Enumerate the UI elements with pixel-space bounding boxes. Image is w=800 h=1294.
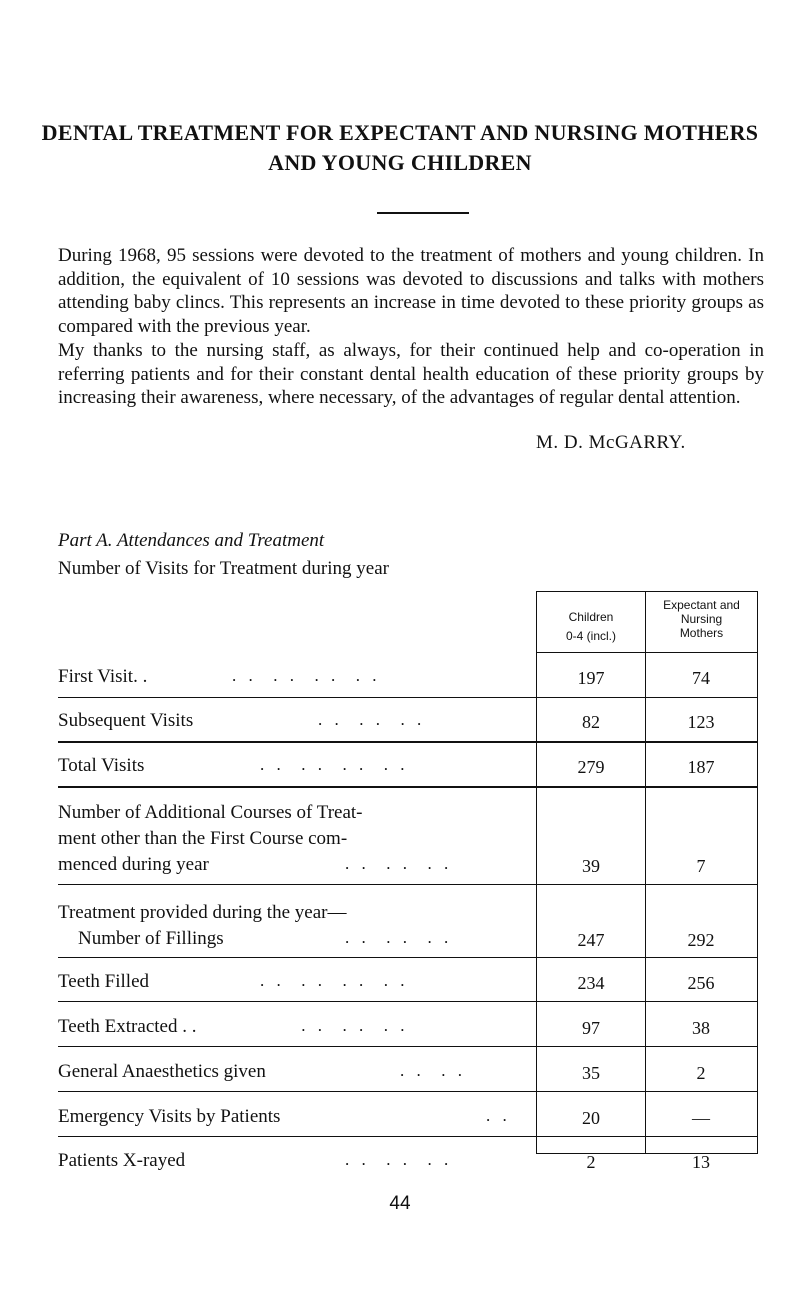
row-label: General Anaesthetics given (58, 1061, 266, 1082)
cell-children: 39 (582, 856, 600, 876)
cell-mothers: 256 (687, 973, 715, 993)
cell-children: 82 (582, 712, 600, 732)
table-top-rule (536, 591, 758, 592)
leader-dots: . . (486, 1106, 511, 1125)
row-label: Subsequent Visits (58, 710, 194, 731)
intro-paragraph: During 1968, 95 sessions were devoted to the treatment of mothers and young children. In addition, the equivalent of 10 sessions was devoted to discussions and talks with mothers attending baby clincs. This represents an increase in time devoted to these priority groups as compared with the previous year. (58, 245, 764, 337)
cell-children: 279 (577, 757, 605, 777)
leader-dots: . . . . . . (318, 710, 426, 729)
cell-children: 97 (582, 1018, 600, 1038)
row-label: Patients X-rayed (58, 1150, 186, 1171)
cell-mothers: 13 (692, 1152, 710, 1172)
leader-dots: . . . . . . (345, 854, 453, 873)
leader-dots: . . . . . . (260, 1016, 409, 1035)
row-divider (58, 1001, 758, 1002)
table-caption: Number of Visits for Treatment during year (58, 558, 389, 579)
row-divider (58, 1136, 758, 1137)
row-divider (58, 741, 758, 743)
thanks-paragraph: My thanks to the nursing staff, as always, for their continued help and co-operation in referring patients and for their constant dental health education of these priority groups by increasing their awareness, where necessary, of the advantages of regular dental attention. (58, 340, 764, 408)
leader-dots: . . . . . . (345, 928, 453, 947)
row-label: Treatment provided during the year— Number of Fillings (58, 902, 347, 949)
row-label: Emergency Visits by Patients (58, 1106, 281, 1127)
row-label: Total Visits (58, 755, 145, 776)
row-divider (58, 957, 758, 958)
title-divider (377, 212, 469, 214)
col-header-mothers: Expectant and Nursing Mothers (663, 598, 740, 640)
cell-mothers: 74 (692, 668, 710, 688)
row-label: Teeth Filled (58, 971, 150, 992)
row-divider (58, 697, 758, 698)
col-header-children: Children 0-4 (incl.) (565, 610, 616, 643)
row-divider (58, 786, 758, 788)
cell-children: 2 (586, 1152, 596, 1172)
leader-dots: . . . . . . . . (260, 971, 409, 990)
cell-mothers: — (692, 1108, 710, 1128)
cell-mothers: 7 (696, 856, 706, 876)
row-label: Number of Additional Courses of Treat- ment other than the First Course com- menced during year (58, 802, 363, 875)
leader-dots: . . . . (400, 1061, 466, 1080)
leader-dots: . . . . . . . . (260, 755, 409, 774)
cell-mothers: 2 (696, 1063, 706, 1083)
cell-children: 234 (577, 973, 605, 993)
page-number: 44 (389, 1193, 411, 1214)
page-title: DENTAL TREATMENT FOR EXPECTANT AND NURSING MOTHERS AND YOUNG CHILDREN (41, 120, 759, 175)
cell-children: 247 (577, 930, 605, 950)
cell-mothers: 292 (687, 930, 715, 950)
cell-children: 35 (582, 1063, 600, 1083)
cell-children: 20 (582, 1108, 600, 1128)
row-label: Teeth Extracted . . (58, 1016, 197, 1037)
cell-mothers: 38 (692, 1018, 710, 1038)
leader-dots: . . . . . . . . (232, 666, 381, 685)
row-label: First Visit. . (58, 666, 148, 687)
cell-children: 197 (577, 668, 605, 688)
signature: M. D. McGARRY. (536, 432, 686, 453)
row-divider (58, 1091, 758, 1092)
row-divider (58, 1046, 758, 1047)
row-divider (58, 884, 758, 885)
cell-mothers: 187 (687, 757, 715, 777)
part-heading: Part A. Attendances and Treatment (58, 530, 325, 551)
table-right-rule (757, 591, 758, 1154)
row-divider (536, 652, 758, 653)
cell-mothers: 123 (687, 712, 715, 732)
leader-dots: . . . . . . (345, 1150, 453, 1169)
